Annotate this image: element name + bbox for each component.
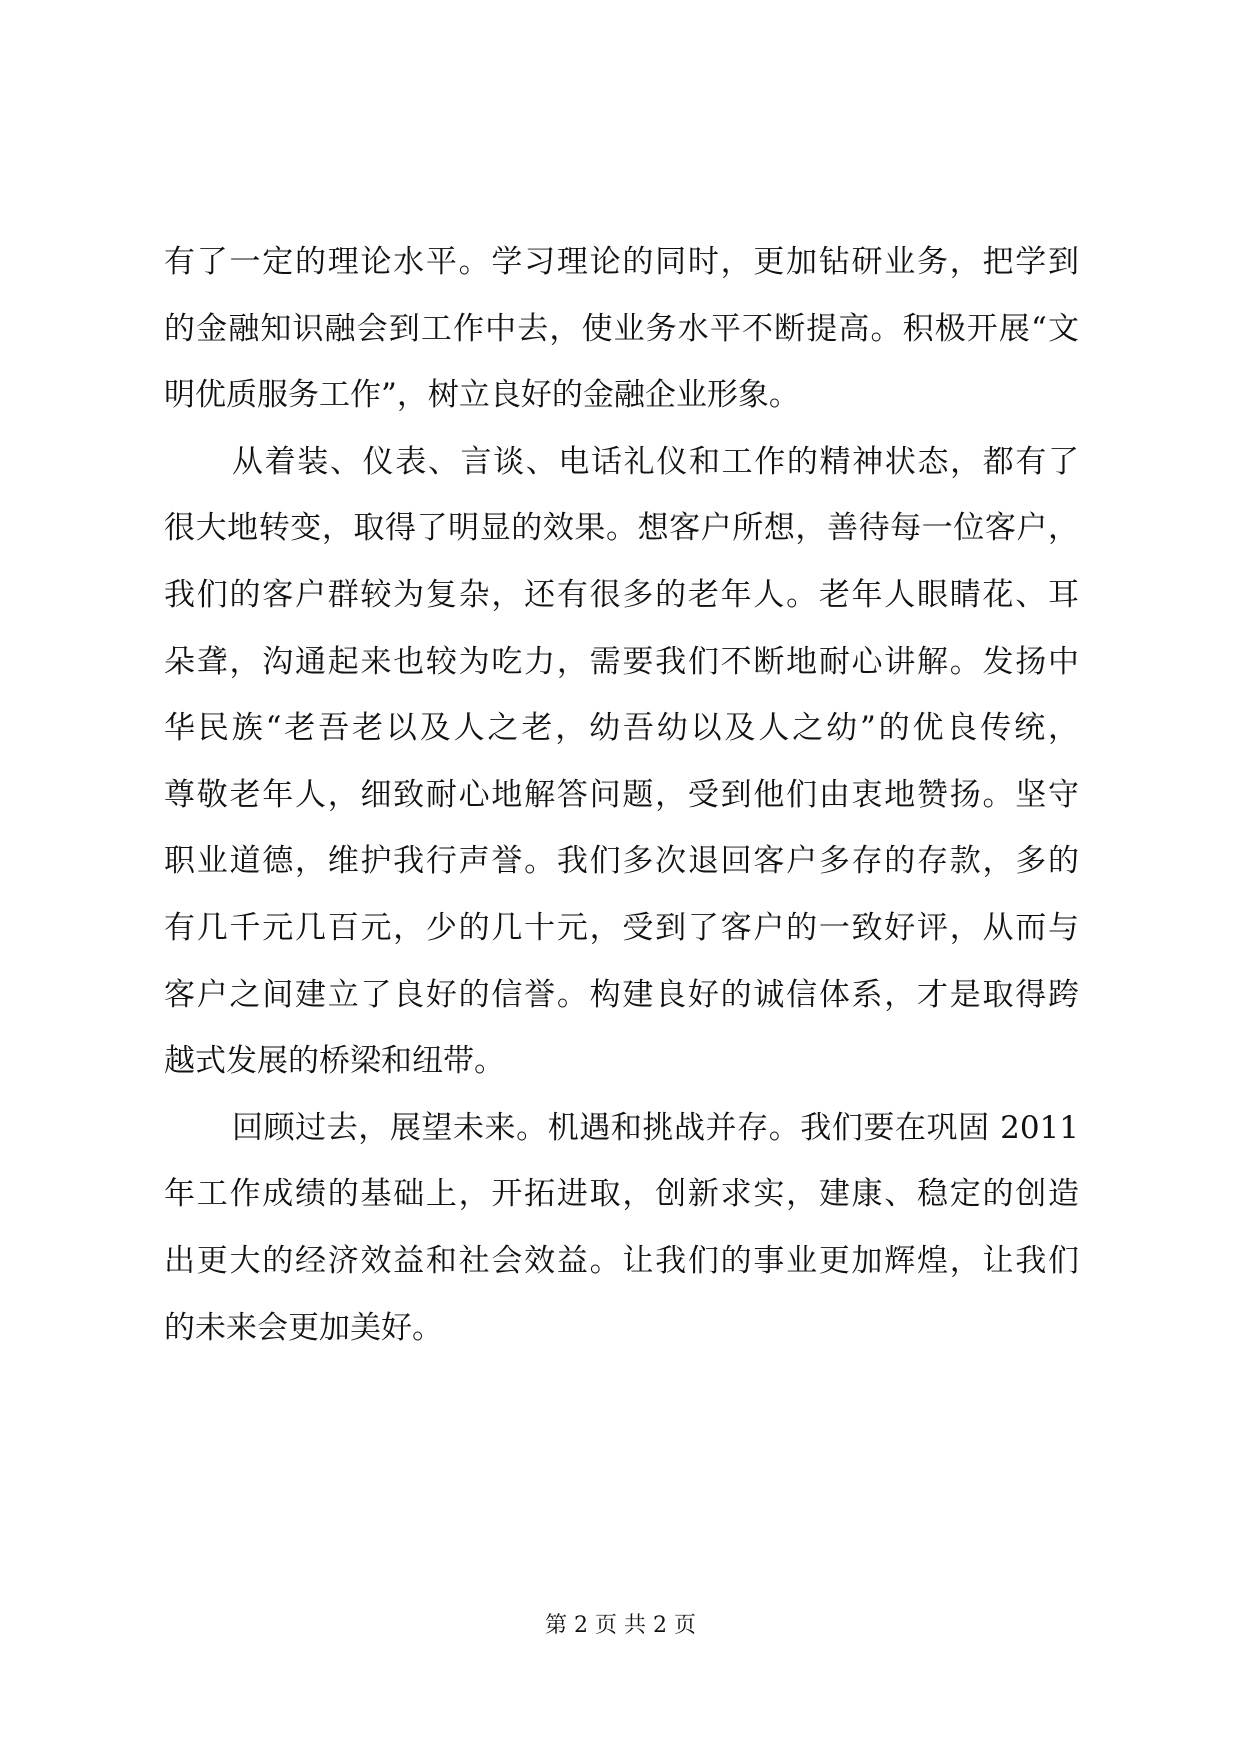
- paragraph-line: 有几千元几百元，少的几十元，受到了客户的一致好评，从而与: [164, 909, 1079, 946]
- paragraph-line: 华民族“老吾老以及人之老，幼吾幼以及人之幼”的优良传统，: [164, 710, 1079, 747]
- paragraph-line: 我们的客户群较为复杂，还有很多的老年人。老年人眼睛花、耳: [164, 576, 1079, 613]
- paragraph-line: 明优质服务工作”，树立良好的金融企业形象。: [164, 377, 800, 414]
- paragraph-line: 的未来会更加美好。: [164, 1309, 443, 1346]
- paragraph-line: 很大地转变，取得了明显的效果。想客户所想，善待每一位客户，: [164, 510, 1079, 547]
- paragraph-line: 客户之间建立了良好的信誉。构建良好的诚信体系，才是取得跨: [164, 976, 1079, 1013]
- paragraph-line: 有了一定的理论水平。学习理论的同时，更加钻研业务，把学到: [164, 244, 1079, 280]
- paragraph-line: 回顾过去，展望未来。机遇和挑战并存。我们要在巩固 2011: [232, 1109, 1079, 1146]
- page-footer: [0, 1611, 1241, 1641]
- paragraph-line: 的金融知识融会到工作中去，使业务水平不断提高。积极开展“文: [164, 310, 1079, 347]
- paragraph-line: 出更大的经济效益和社会效益。让我们的事业更加辉煌，让我们: [164, 1242, 1079, 1279]
- page-number: 第 2 页 共 2 页: [545, 1613, 696, 1638]
- paragraph-line: 职业道德，维护我行声誉。我们多次退回客户多存的存款，多的: [164, 843, 1079, 880]
- paragraph-line: 年工作成绩的基础上，开拓进取，创新求实，建康、稳定的创造: [164, 1176, 1079, 1213]
- paragraph-line: 朵聋，沟通起来也较为吃力，需要我们不断地耐心讲解。发扬中: [164, 643, 1079, 680]
- body-text: [164, 229, 1079, 1361]
- paragraph-line: 尊敬老年人，细致耐心地解答问题，受到他们由衷地赞扬。坚守: [164, 776, 1079, 813]
- paragraph-line: 从着装、仪表、言谈、电话礼仪和工作的精神状态，都有了: [232, 443, 1079, 480]
- paragraph-line: 越式发展的桥梁和纽带。: [164, 1043, 505, 1080]
